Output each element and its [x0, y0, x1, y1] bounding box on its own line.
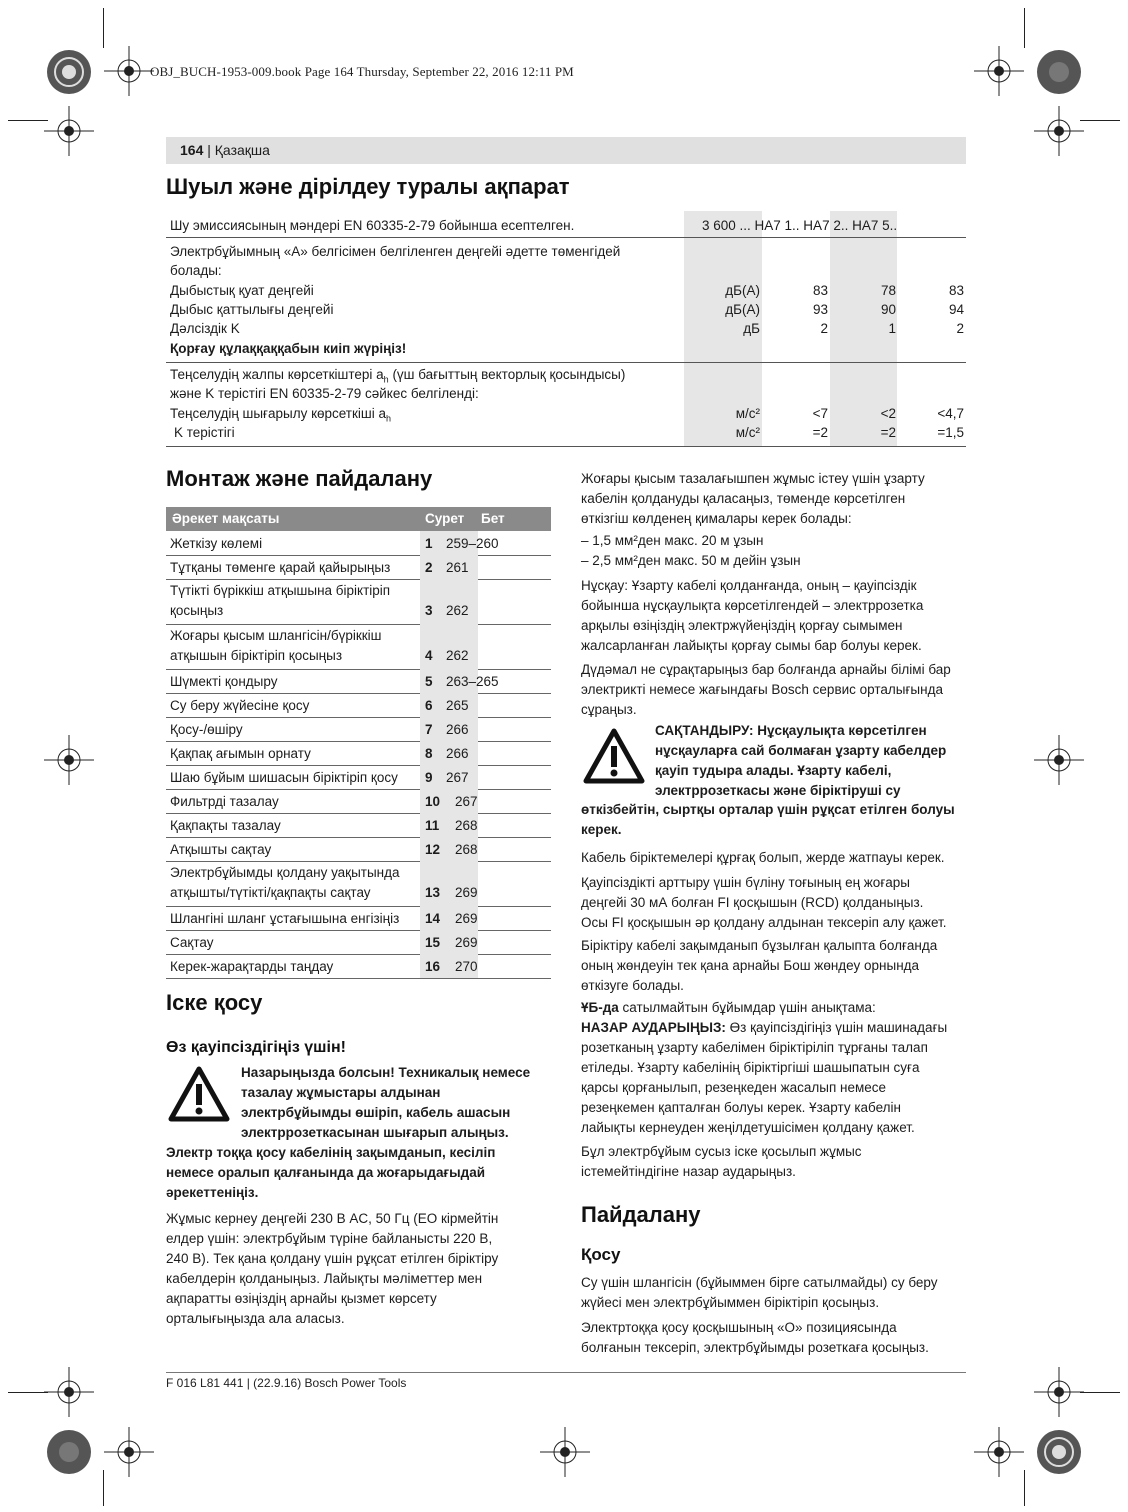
doubt-paragraph: Дүдәмал не сұрақтарыңыз бар болғанда арнайы білімі бар электрикті немесе жағындағы Bosch сервис орталығында сұраңыз.: [581, 662, 951, 717]
figure-number: 3: [425, 603, 433, 618]
noise-row-label: Дыбыстық қуат деңгейі: [170, 283, 314, 298]
use-section-title: Пайдалану: [581, 1202, 701, 1227]
page-number: 269: [455, 911, 478, 926]
start-section-title: Іске қосу: [166, 990, 263, 1015]
figure-number: 2: [425, 560, 433, 575]
crosshair-target-right-lower: [1034, 1367, 1084, 1417]
action-label: Шаю бұйым шишасын біріктіріп қосу: [170, 770, 398, 785]
vibration-row-label: K терістігі: [174, 425, 235, 440]
action-label: Тұтқаны төменге қарай қайырыңыз: [170, 560, 391, 575]
trim-line: [8, 120, 48, 121]
dry-connections-note: Кабель біріктемелері құрғақ болып, жерде жатпауы керек.: [581, 850, 945, 865]
table-rule: [166, 237, 966, 238]
table-row: [166, 741, 551, 766]
noise-row-unit: дБ(A): [725, 302, 760, 317]
table-row: [166, 531, 551, 556]
figure-number: 12: [425, 842, 441, 857]
action-label: Су беру жүйесіне қосу: [170, 698, 310, 713]
page-language: Қазақша: [214, 142, 270, 158]
figure-number: 15: [425, 935, 441, 950]
crosshair-target-top-right: [974, 46, 1024, 96]
safety-warning: Назарыңызда болсын! Техникалық немесе тазалау жұмыстары алдынан электрбұйымды өшіріп, кабель ашасын электррозеткасынан шығарып алыңыз.: [241, 1065, 531, 1140]
table-row: [166, 954, 551, 979]
table-row: [166, 861, 551, 907]
footer-rule: [166, 1372, 966, 1373]
note-paragraph: Нұсқау: Ұзарту кабелі қолданғанда, оның – қауіпсіздік бойынша нұсқаулықта көрсетілгендей – электррозетка арқылы өзіңіздің электржүйеңіздің қорғау сымымен жалсарланған лайықты қорғау сымы бар болуы керек.: [581, 578, 924, 653]
page-number: 267: [455, 794, 478, 809]
noise-row-value: 1: [888, 321, 896, 336]
table-row: [166, 579, 551, 625]
warning-triangle-icon: [168, 1066, 230, 1122]
figure-number: 4: [425, 648, 433, 663]
table-row: [166, 789, 551, 814]
page-number: 266: [446, 746, 469, 761]
noise-row-label: Дыбыс қаттылығы деңгейі: [170, 302, 334, 317]
registration-mark-bottom-right: [1034, 1427, 1084, 1477]
trim-line: [1080, 120, 1120, 121]
crosshair-target-right-middle: [1034, 735, 1084, 785]
crosshair-target-left-middle: [44, 735, 94, 785]
figure-number: 8: [425, 746, 433, 761]
assembly-section-title: Монтаж және пайдалану: [166, 466, 433, 491]
figure-number: 5: [425, 674, 433, 689]
safety-warning-cont: Электр тоққа қосу кабелінің зақымданып, кесіліп немесе оралып қалғанында да жоғарыдағыдай әрекеттеніңіз.: [166, 1145, 496, 1200]
table-row: [166, 693, 551, 718]
page-number: 262: [446, 603, 469, 618]
switch-on-title: Қосу: [581, 1245, 621, 1264]
noise-row-value: 2: [956, 321, 964, 336]
registration-mark-top-right: [1034, 47, 1084, 97]
noise-row-unit: дБ: [743, 321, 760, 336]
registration-mark-bottom-left: [44, 1427, 94, 1477]
model-numbers: 3 600 ... HA7 1.. HA7 2.. HA7 5..: [702, 218, 898, 233]
crosshair-target-right-upper: [1034, 106, 1084, 156]
crosshair-target-left-upper: [44, 106, 94, 156]
figure-number: 1: [425, 536, 433, 551]
vibration-row-value: <7: [812, 406, 828, 421]
table-rule: [166, 446, 966, 447]
action-label: Атқышты сақтау: [170, 842, 272, 857]
table-row: [166, 624, 551, 670]
safety-title: Өз қауіпсіздігіңіз үшін!: [166, 1039, 346, 1056]
noise-row-unit: дБ(A): [725, 283, 760, 298]
crosshair-target-left-lower: [44, 1367, 94, 1417]
trim-line: [8, 1392, 48, 1393]
page-number: 269: [455, 935, 478, 950]
vibration-row-unit: м/с²: [735, 406, 760, 421]
table-row: [166, 555, 551, 580]
noise-row-value: 2: [820, 321, 828, 336]
action-label: Шлангіні шланг ұстағышына енгізіңіз: [170, 911, 400, 926]
noise-row-value: 78: [880, 283, 896, 298]
registration-mark-top-left: [44, 47, 94, 97]
action-label: Жоғары қысым шлангісін/бүріккіш: [170, 628, 382, 643]
vibration-row-value: =2: [812, 425, 828, 440]
repair-paragraph: Біріктіру кабелі зақымданып бұзылған қалыпта болғанда оның жөндеуін тек қана арнайы Бош жөндеу орнында өткізуге болады.: [581, 938, 938, 993]
noise-row-value: 94: [948, 302, 964, 317]
vibration-row-value: =2: [880, 425, 896, 440]
attention-paragraph: НАЗАР АУДАРЫҢЫЗ: Өз қауіпсіздігіңіз үшін машинадағы розетканың ұзарту кабелімен біріктіріліп тұрғаны талап етіледы. Ұзарту кабелінің біріктіргіші шашыпатын суға қарсы қорғанылып, резеңкеден жасалып немесе резеңкемен қапталған болуы керек. Ұзарту кабелін лайықты кернеуден жеңілдетушісімен қолдану қажет.: [581, 1020, 948, 1135]
page-number: 262: [446, 648, 469, 663]
switch-paragraph: Электртоққа қосу қосқышының «O» позициясында болғанын тексеріп, электрбұйымды розеткаға қосыңыз.: [581, 1320, 929, 1355]
table-row: [166, 906, 551, 931]
table-rule: [166, 362, 966, 363]
table-row: [166, 765, 551, 790]
extension-cable-paragraph: Жоғары қысым тазалағышпен жұмыс істеу үшін ұзарту кабелін қолдануды қаласаңыз, төменде көрсетілген өткізгіш көлденең қималары керек болады:: [581, 471, 925, 526]
noise-row-value: 93: [812, 302, 828, 317]
page-number: 268: [455, 818, 478, 833]
action-label: Қосу-/өшіру: [170, 722, 243, 737]
vibration-row-value: =1,5: [937, 425, 964, 440]
page-number: 259–260: [446, 536, 499, 551]
figure-number: 9: [425, 770, 433, 785]
figure-number: 11: [425, 818, 440, 833]
trim-line: [1024, 8, 1025, 48]
voltage-paragraph: Жұмыс кернеу деңгейі 230 В AC, 50 Гц (ЕО кірмейтін елдер үшін: электрбұйым түріне байланысты 220 В, 240 В). Тек қана қолдану үшін рұқсат етілген біріктіру кабелдерін қолданыңыз. Лайықты мәліметтер мен ақпаратты өзіңіздің арнайы қызмет көрсету орталығыңызда ала аласыз.: [166, 1211, 499, 1326]
caution-warning-cont: өткізбейтін, сыртқы орталар үшін рұқсат етілген болуы керек.: [581, 802, 955, 837]
table-row: [166, 930, 551, 955]
page-header: 164 | Қазақша: [166, 137, 966, 164]
page-footer: F 016 L81 441 | (22.9.16) Bosch Power Tools: [166, 1376, 407, 1390]
ear-protection-notice: Қорғау құлаққаққабын киіп жүріңіз!: [170, 341, 407, 356]
col-page: Бет: [481, 511, 505, 526]
page-number: 261: [446, 560, 469, 575]
vibration-intro-cont: және K терістігі EN 60335-2-79 сәйкес белгіленді:: [170, 386, 479, 401]
action-label: Қақпақты тазалау: [170, 818, 281, 833]
figure-number: 6: [425, 698, 433, 713]
page-number: 266: [446, 722, 469, 737]
action-label: Қақпақ ағымын орнату: [170, 746, 311, 761]
action-label-cont: атқышты/түтікті/қақпақты сақтау: [170, 885, 371, 900]
action-label-cont: қосыңыз: [170, 603, 224, 618]
noise-vibration-table: [166, 211, 966, 447]
crosshair-target-top-left: [104, 46, 154, 96]
noise-row-label: Дәлсіздік K: [170, 321, 240, 336]
action-label: Фильтрді тазалау: [170, 794, 279, 809]
table-header: [166, 507, 551, 531]
noise-intro: Шу эмиссиясының мәндері EN 60335-2-79 бойынша есептелген.: [170, 218, 575, 233]
action-label: Керек-жарақтарды таңдау: [170, 959, 334, 974]
page-number: 265: [446, 698, 469, 713]
table-row: [166, 837, 551, 862]
noise-row-value: 83: [948, 283, 964, 298]
page-number: 164: [180, 142, 204, 158]
table-row: [166, 669, 551, 694]
extension-spec-2: – 2,5 мм²ден макс. 50 м дейін ұзын: [581, 553, 801, 568]
page-number: 267: [446, 770, 469, 785]
extension-spec-1: – 1,5 мм²ден макс. 20 м ұзын: [581, 533, 764, 548]
trim-line: [103, 8, 104, 48]
noise-section-title: Шуыл және дірілдеу туралы ақпарат: [166, 174, 570, 199]
uk-note-title: ҰБ-да сатылмайтын бұйымдар үшін анықтама:: [581, 1000, 876, 1015]
action-label: Шүмекті қондыру: [170, 674, 278, 689]
figure-number: 10: [425, 794, 441, 809]
col-figure: Сурет: [425, 511, 465, 526]
action-label: Түтікті бүріккіш атқышына біріктіріп: [170, 583, 391, 598]
noise-row-value: 83: [812, 283, 828, 298]
crosshair-target-bottom-center: [540, 1427, 590, 1477]
trim-line: [103, 1470, 104, 1506]
vibration-row-value: <2: [880, 406, 896, 421]
rcd-paragraph: Қауіпсіздікті арттыру үшін бүліну тоғының ең жоғары деңгейі 30 мА болған FI қосқышын (RCD) қолданыңыз. Осы FI қосқышын әр қолдану алдынан тексеріп алу қажет.: [581, 875, 947, 930]
page-number: 269: [455, 885, 478, 900]
figure-number: 7: [425, 722, 433, 737]
unattended-paragraph: Бұл электрбұйым сусыз іске қосылып жұмыс істемейтіндігіне назар аударыңыз.: [581, 1144, 862, 1179]
vibration-row-unit: м/с²: [735, 425, 760, 440]
crosshair-target-bottom-left: [104, 1427, 154, 1477]
rating-intro-cont: болады:: [170, 263, 222, 278]
page-number: 270: [455, 959, 478, 974]
noise-row-value: 90: [880, 302, 896, 317]
crosshair-target-bottom-right: [974, 1427, 1024, 1477]
table-row: [166, 813, 551, 838]
action-label: Электрбұйымды қолдану уақытында: [170, 865, 400, 880]
action-label: Жеткізу көлемі: [170, 536, 263, 551]
table-row: [166, 717, 551, 742]
figure-number: 16: [425, 959, 441, 974]
rating-intro: Электрбұйымның «А» белгісімен белгіленген деңгейі әдетте төменгідей: [170, 244, 621, 259]
caution-warning: САҚТАНДЫРУ: Нұсқаулықта көрсетілген нұсқауларға сай болмаған ұзарту кабелдер қауіп тудыра алады. Ұзарту кабелі, электррозеткасы және біріктіруші су: [655, 723, 947, 798]
warning-triangle-icon: [583, 728, 645, 784]
page-number: 263–265: [446, 674, 499, 689]
connection-paragraph: Су үшін шлангісін (бұйыммен бірге сатылмайды) су беру жүйесі мен электрбұйыммен біріктіріп қосыңыз.: [581, 1275, 938, 1310]
vibration-row-label: Теңселудің шығарылу көрсеткіші $a_h$: [170, 406, 392, 424]
vibration-row-value: <4,7: [937, 406, 964, 421]
vibration-intro: Теңселудің жалпы көрсеткіштері $a_h$ (үш бағыттың векторлық қосындысы): [170, 367, 626, 385]
action-label: Сақтау: [170, 935, 214, 950]
page-number: 268: [455, 842, 478, 857]
print-header: OBJ_BUCH-1953-009.book Page 164 Thursday, September 22, 2016 12:11 PM: [150, 64, 574, 79]
trim-line: [1024, 1470, 1025, 1506]
action-label-cont: атқышын біріктіріп қосыңыз: [170, 648, 343, 663]
figure-number: 14: [425, 911, 441, 926]
trim-line: [1080, 1392, 1120, 1393]
col-action: Әрекет мақсаты: [172, 511, 280, 526]
figure-number: 13: [425, 885, 441, 900]
